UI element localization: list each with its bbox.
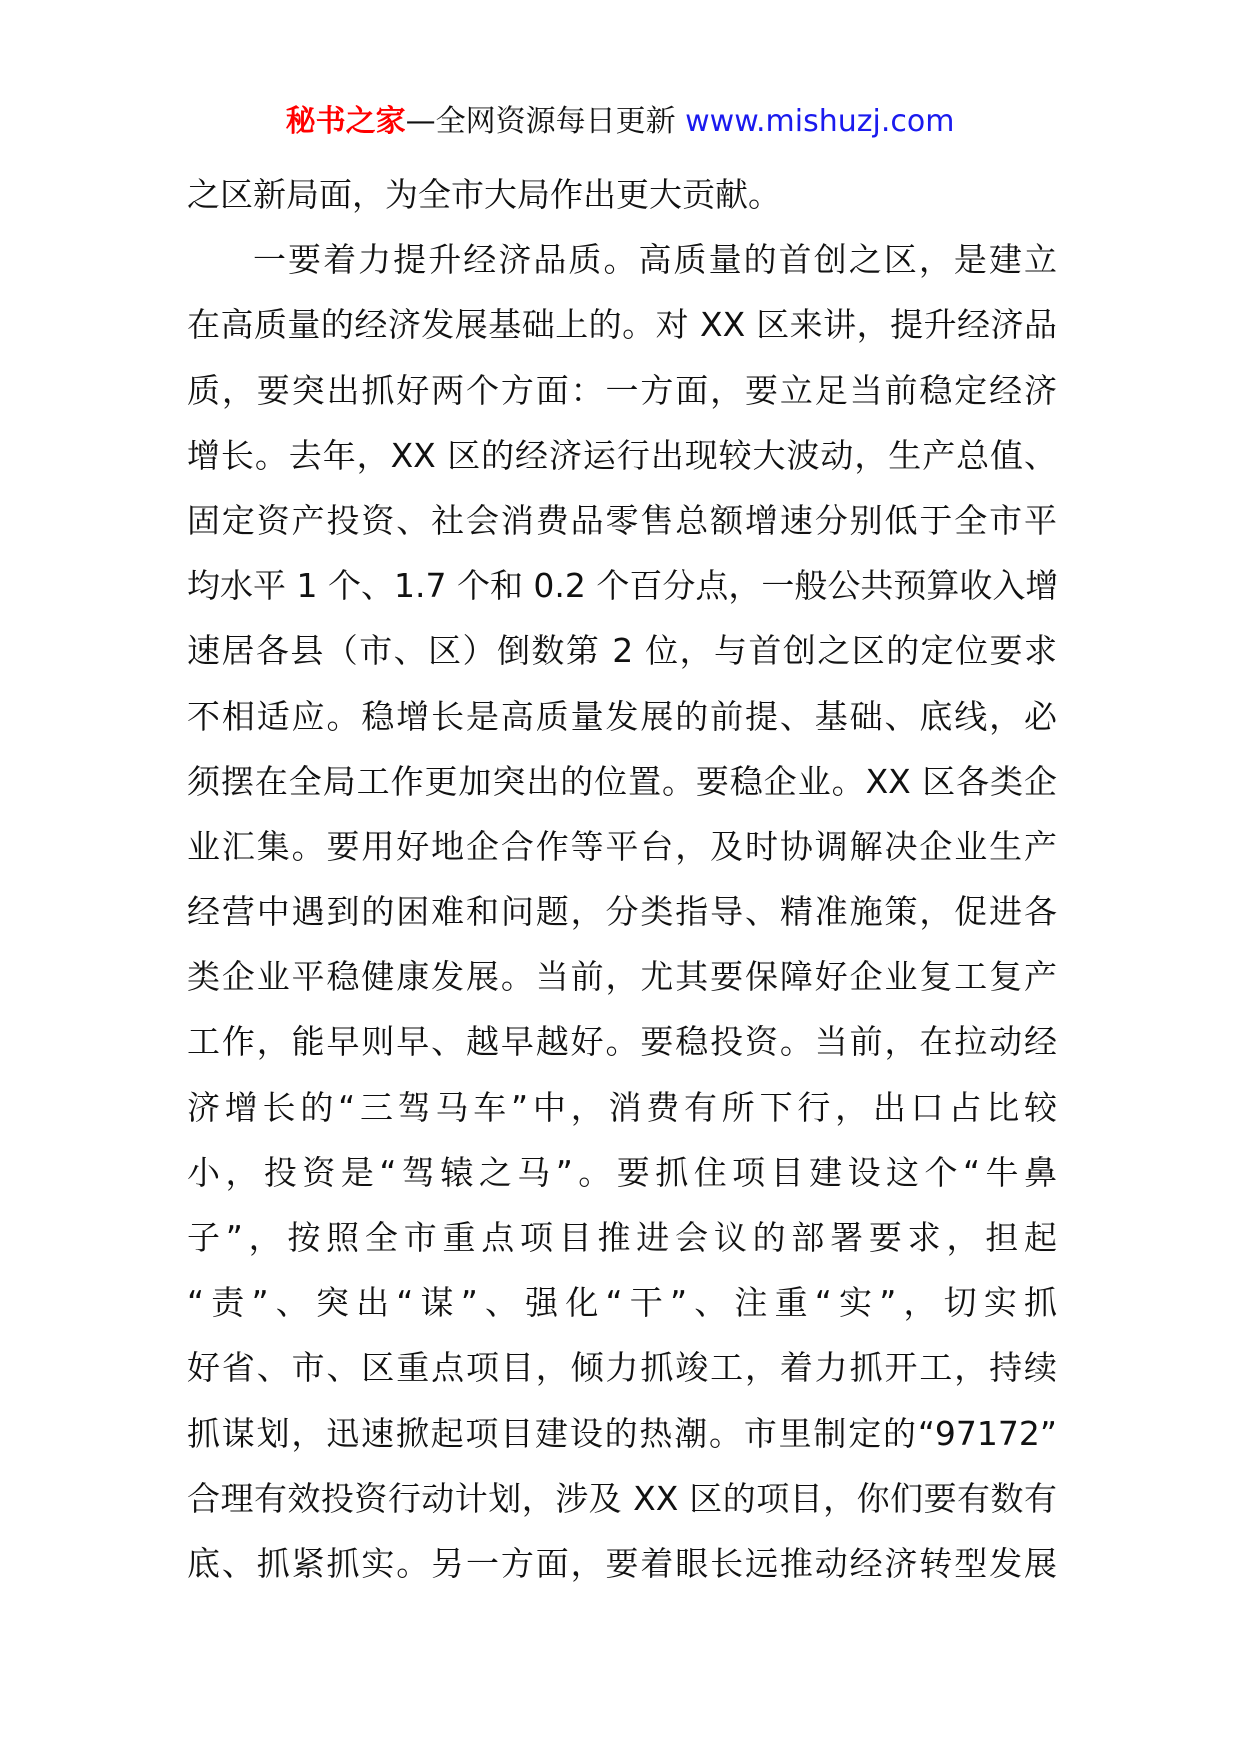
header-brand: 秘书之家	[285, 104, 406, 139]
text-line: 济增长的“三驾马车”中，消费有所下行，出口占比较	[187, 1087, 1057, 1127]
text-line: 不相适应。稳增长是高质量发展的前提、基础、底线，必	[187, 696, 1057, 736]
text-line: “责”、突出“谋”、强化“干”、注重“实”，切实抓	[187, 1283, 1057, 1323]
text-line: 工作，能早则早、越早越好。要稳投资。当前，在拉动经	[187, 1022, 1057, 1062]
text-line: 须摆在全局工作更加突出的位置。要稳企业。XX 区各类企	[187, 761, 1057, 801]
text-line: 抓谋划，迅速掀起项目建设的热潮。市里制定的“97172”	[187, 1413, 1057, 1453]
text-line: 经营中遇到的困难和问题，分类指导、精准施策，促进各	[187, 892, 1057, 932]
text-line: 质，要突出抓好两个方面：一方面，要立足当前稳定经济	[187, 370, 1057, 410]
text-line: 好省、市、区重点项目，倾力抓竣工，着力抓开工，持续	[187, 1348, 1057, 1388]
text-line: 合理有效投资行动计划，涉及 XX 区的项目，你们要有数有	[187, 1478, 1057, 1518]
text-line: 速居各县（市、区）倒数第 2 位，与首创之区的定位要求	[187, 631, 1057, 671]
text-line: 底、抓紧抓实。另一方面，要着眼长远推动经济转型发展	[187, 1543, 1057, 1583]
page-header	[0, 100, 1240, 144]
header-tagline: —全网资源每日更新	[405, 104, 686, 139]
text-line: 类企业平稳健康发展。当前，尤其要保障好企业复工复产	[187, 957, 1057, 997]
text-line: 在高质量的经济发展基础上的。对 XX 区来讲，提升经济品	[187, 305, 1057, 345]
text-line: 增长。去年，XX 区的经济运行出现较大波动，生产总值、	[187, 435, 1057, 475]
text-line: 固定资产投资、社会消费品零售总额增速分别低于全市平	[187, 500, 1057, 540]
paragraph-first-line: 一要着力提升经济品质。高质量的首创之区，是建立	[253, 240, 1057, 280]
text-line: 业汇集。要用好地企合作等平台，及时协调解决企业生产	[187, 826, 1057, 866]
text-line: 均水平 1 个、1.7 个和 0.2 个百分点，一般公共预算收入增	[187, 566, 1059, 606]
text-line: 子”，按照全市重点项目推进会议的部署要求，担起	[187, 1218, 1057, 1257]
text-line: 之区新局面，为全市大局作出更大贡献。	[187, 175, 781, 214]
body-text	[187, 162, 1057, 1596]
header-site-link[interactable]: www.mishuzj.com	[685, 104, 955, 139]
text-line: 小，投资是“驾辕之马”。要抓住项目建设这个“牛鼻	[187, 1152, 1057, 1192]
